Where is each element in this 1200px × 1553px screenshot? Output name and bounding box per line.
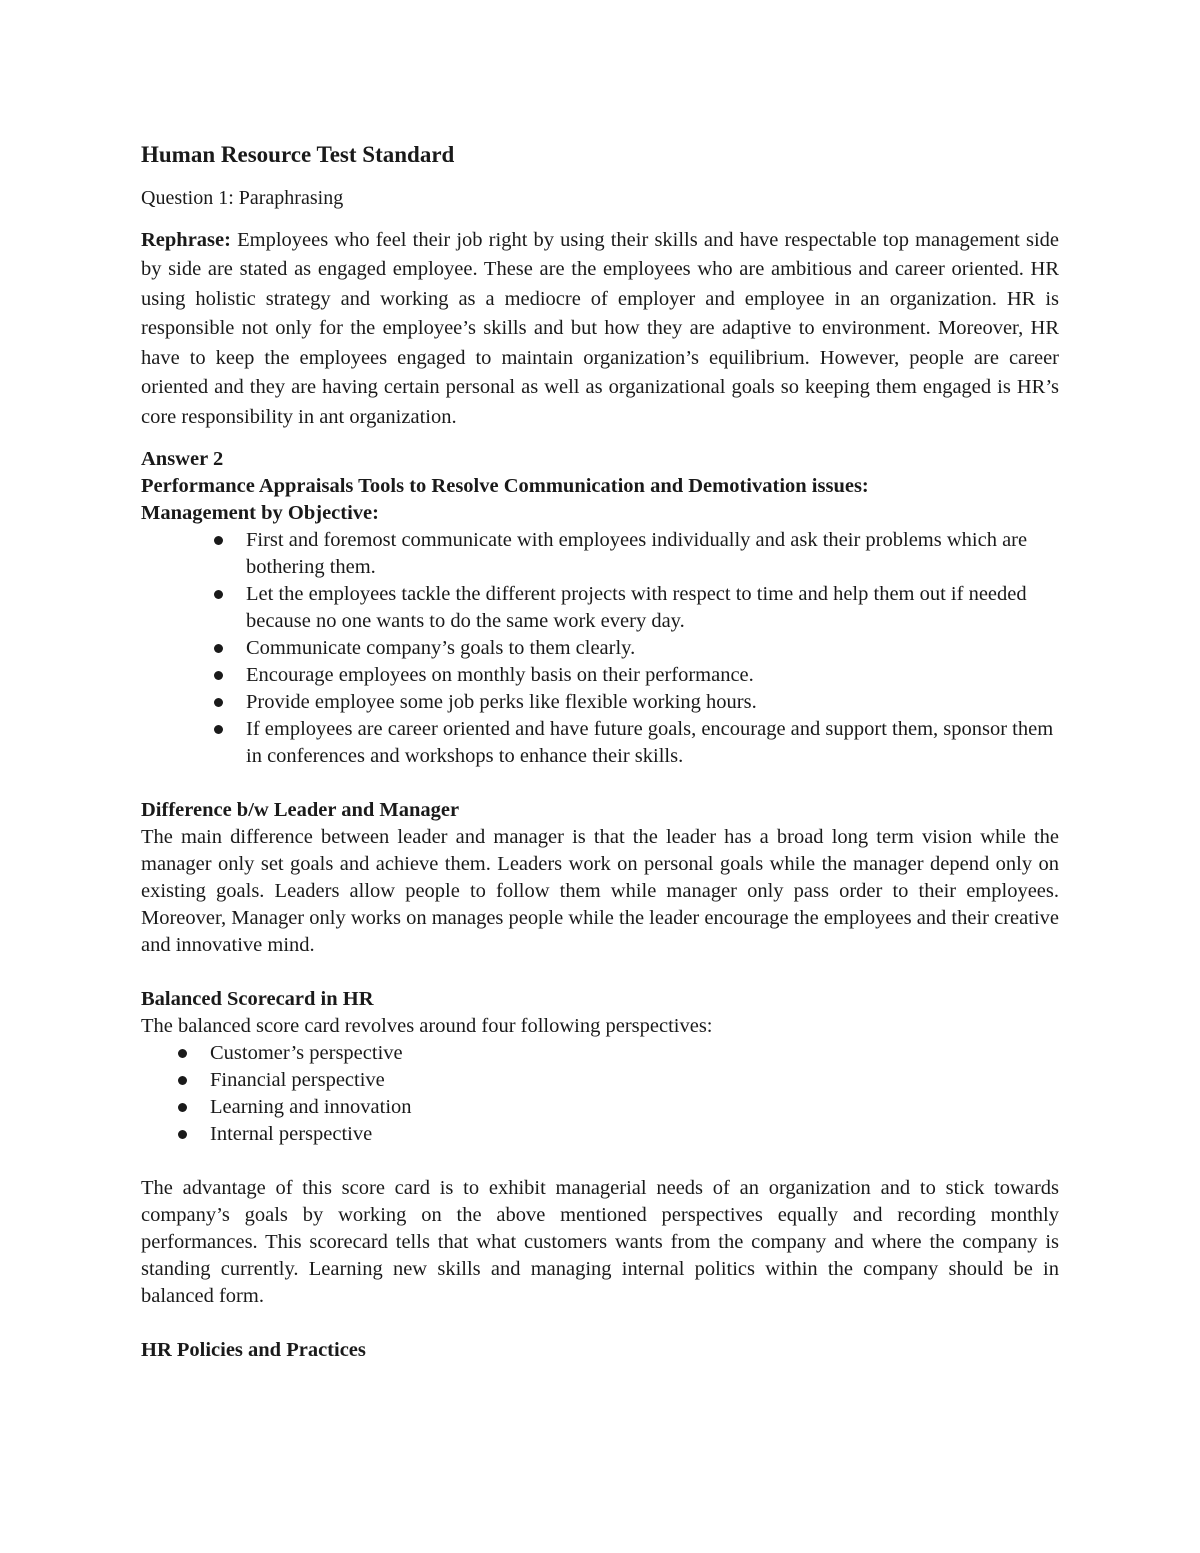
scorecard-paragraph: The advantage of this score card is to exhibit managerial needs of an organization and to stick towards company’s goals by working on the above mentioned perspectives equally and recording monthly performances. This scorecard tells that what customers wants from the company and where the company is standing currently. Learning new skills and managing internal politics within the company should be in balanced form. <box>141 1177 1059 1308</box>
list-item <box>141 527 1059 581</box>
spacer <box>141 432 1059 446</box>
list-item-text: Provide employee some job perks like flexible working hours. <box>246 691 757 714</box>
bullet-icon <box>214 644 223 653</box>
appraisal-heading: Performance Appraisals Tools to Resolve Communication and Demotivation issues: <box>141 475 869 498</box>
list-item <box>141 1094 1059 1121</box>
list-item <box>141 689 1059 716</box>
leader-paragraph: The main difference between leader and manager is that the leader has a broad long term vision while the manager only set goals and achieve them. Leaders work on personal goals while the manager depend only on existing goals. Leaders allow people to follow them while manager only pass order to their employees. Moreover, Manager only works on manages people while the leader encourage the employees and their creative and innovative mind. <box>141 826 1059 957</box>
policies-heading: HR Policies and Practices <box>141 1339 366 1362</box>
scorecard-intro: The balanced score card revolves around four following perspectives: <box>141 1015 713 1038</box>
bullet-icon <box>178 1076 187 1085</box>
list-item-text: Encourage employees on monthly basis on their performance. <box>246 664 754 687</box>
spacer <box>141 770 1059 797</box>
spacer <box>141 1310 1059 1337</box>
bullet-icon <box>178 1130 187 1139</box>
list-item-text: First and foremost communicate with employees individually and ask their problems which are bothering them. <box>246 529 1028 579</box>
list-item <box>141 662 1059 689</box>
spacer <box>141 959 1059 986</box>
leader-heading: Difference b/w Leader and Manager <box>141 799 460 822</box>
bullet-icon <box>214 671 223 680</box>
list-item-text: If employees are career oriented and have future goals, encourage and support them, sponsor them in conferences and workshops to enhance their skills. <box>246 718 1054 768</box>
bullet-icon <box>214 536 223 545</box>
rephrase-text: Employees who feel their job right by using their skills and have respectable top management side by side are stated as engaged employee. These are the employees who are ambitious and career oriented. HR using holistic strategy and working as a mediocre of employer and employee in an organization. HR is responsible not only for the employee’s skills and but how they are adaptive to environment. Moreover, HR have to keep the employees engaged to maintain organization’s equilibrium. However, people are career oriented and they are having certain personal as well as organizational goals so keeping them engaged is HR’s core responsibility in ant organization. <box>141 228 1059 428</box>
list-item-text: Communicate company’s goals to them clearly. <box>246 637 636 660</box>
bullet-icon <box>178 1049 187 1058</box>
list-item <box>141 635 1059 662</box>
list-item-text: Learning and innovation <box>210 1096 412 1119</box>
bullet-icon <box>214 698 223 707</box>
document-page <box>141 140 1059 1364</box>
list-item-text: Let the employees tackle the different projects with respect to time and help them out if needed because no one wants to do the same work every day. <box>246 583 1027 633</box>
list-item-text: Financial perspective <box>210 1069 385 1092</box>
list-item <box>141 716 1059 770</box>
list-item <box>141 1121 1059 1148</box>
bullet-icon <box>178 1103 187 1112</box>
answer-2-heading: Answer 2 <box>141 448 224 471</box>
mbo-list <box>141 527 1059 770</box>
document-title: Human Resource Test Standard <box>141 142 455 167</box>
rephrase-label: Rephrase: <box>141 228 231 251</box>
list-item <box>141 581 1059 635</box>
list-item <box>141 1067 1059 1094</box>
list-item <box>141 1040 1059 1067</box>
list-item-text: Internal perspective <box>210 1123 373 1146</box>
scorecard-list <box>141 1040 1059 1148</box>
question-1-label: Question 1: Paraphrasing <box>141 186 344 209</box>
bullet-icon <box>214 590 223 599</box>
mbo-heading: Management by Objective: <box>141 502 379 525</box>
scorecard-heading: Balanced Scorecard in HR <box>141 988 374 1011</box>
rephrase-paragraph <box>141 226 1059 433</box>
bullet-icon <box>214 725 223 734</box>
list-item-text: Customer’s perspective <box>210 1042 403 1065</box>
spacer <box>141 1148 1059 1175</box>
